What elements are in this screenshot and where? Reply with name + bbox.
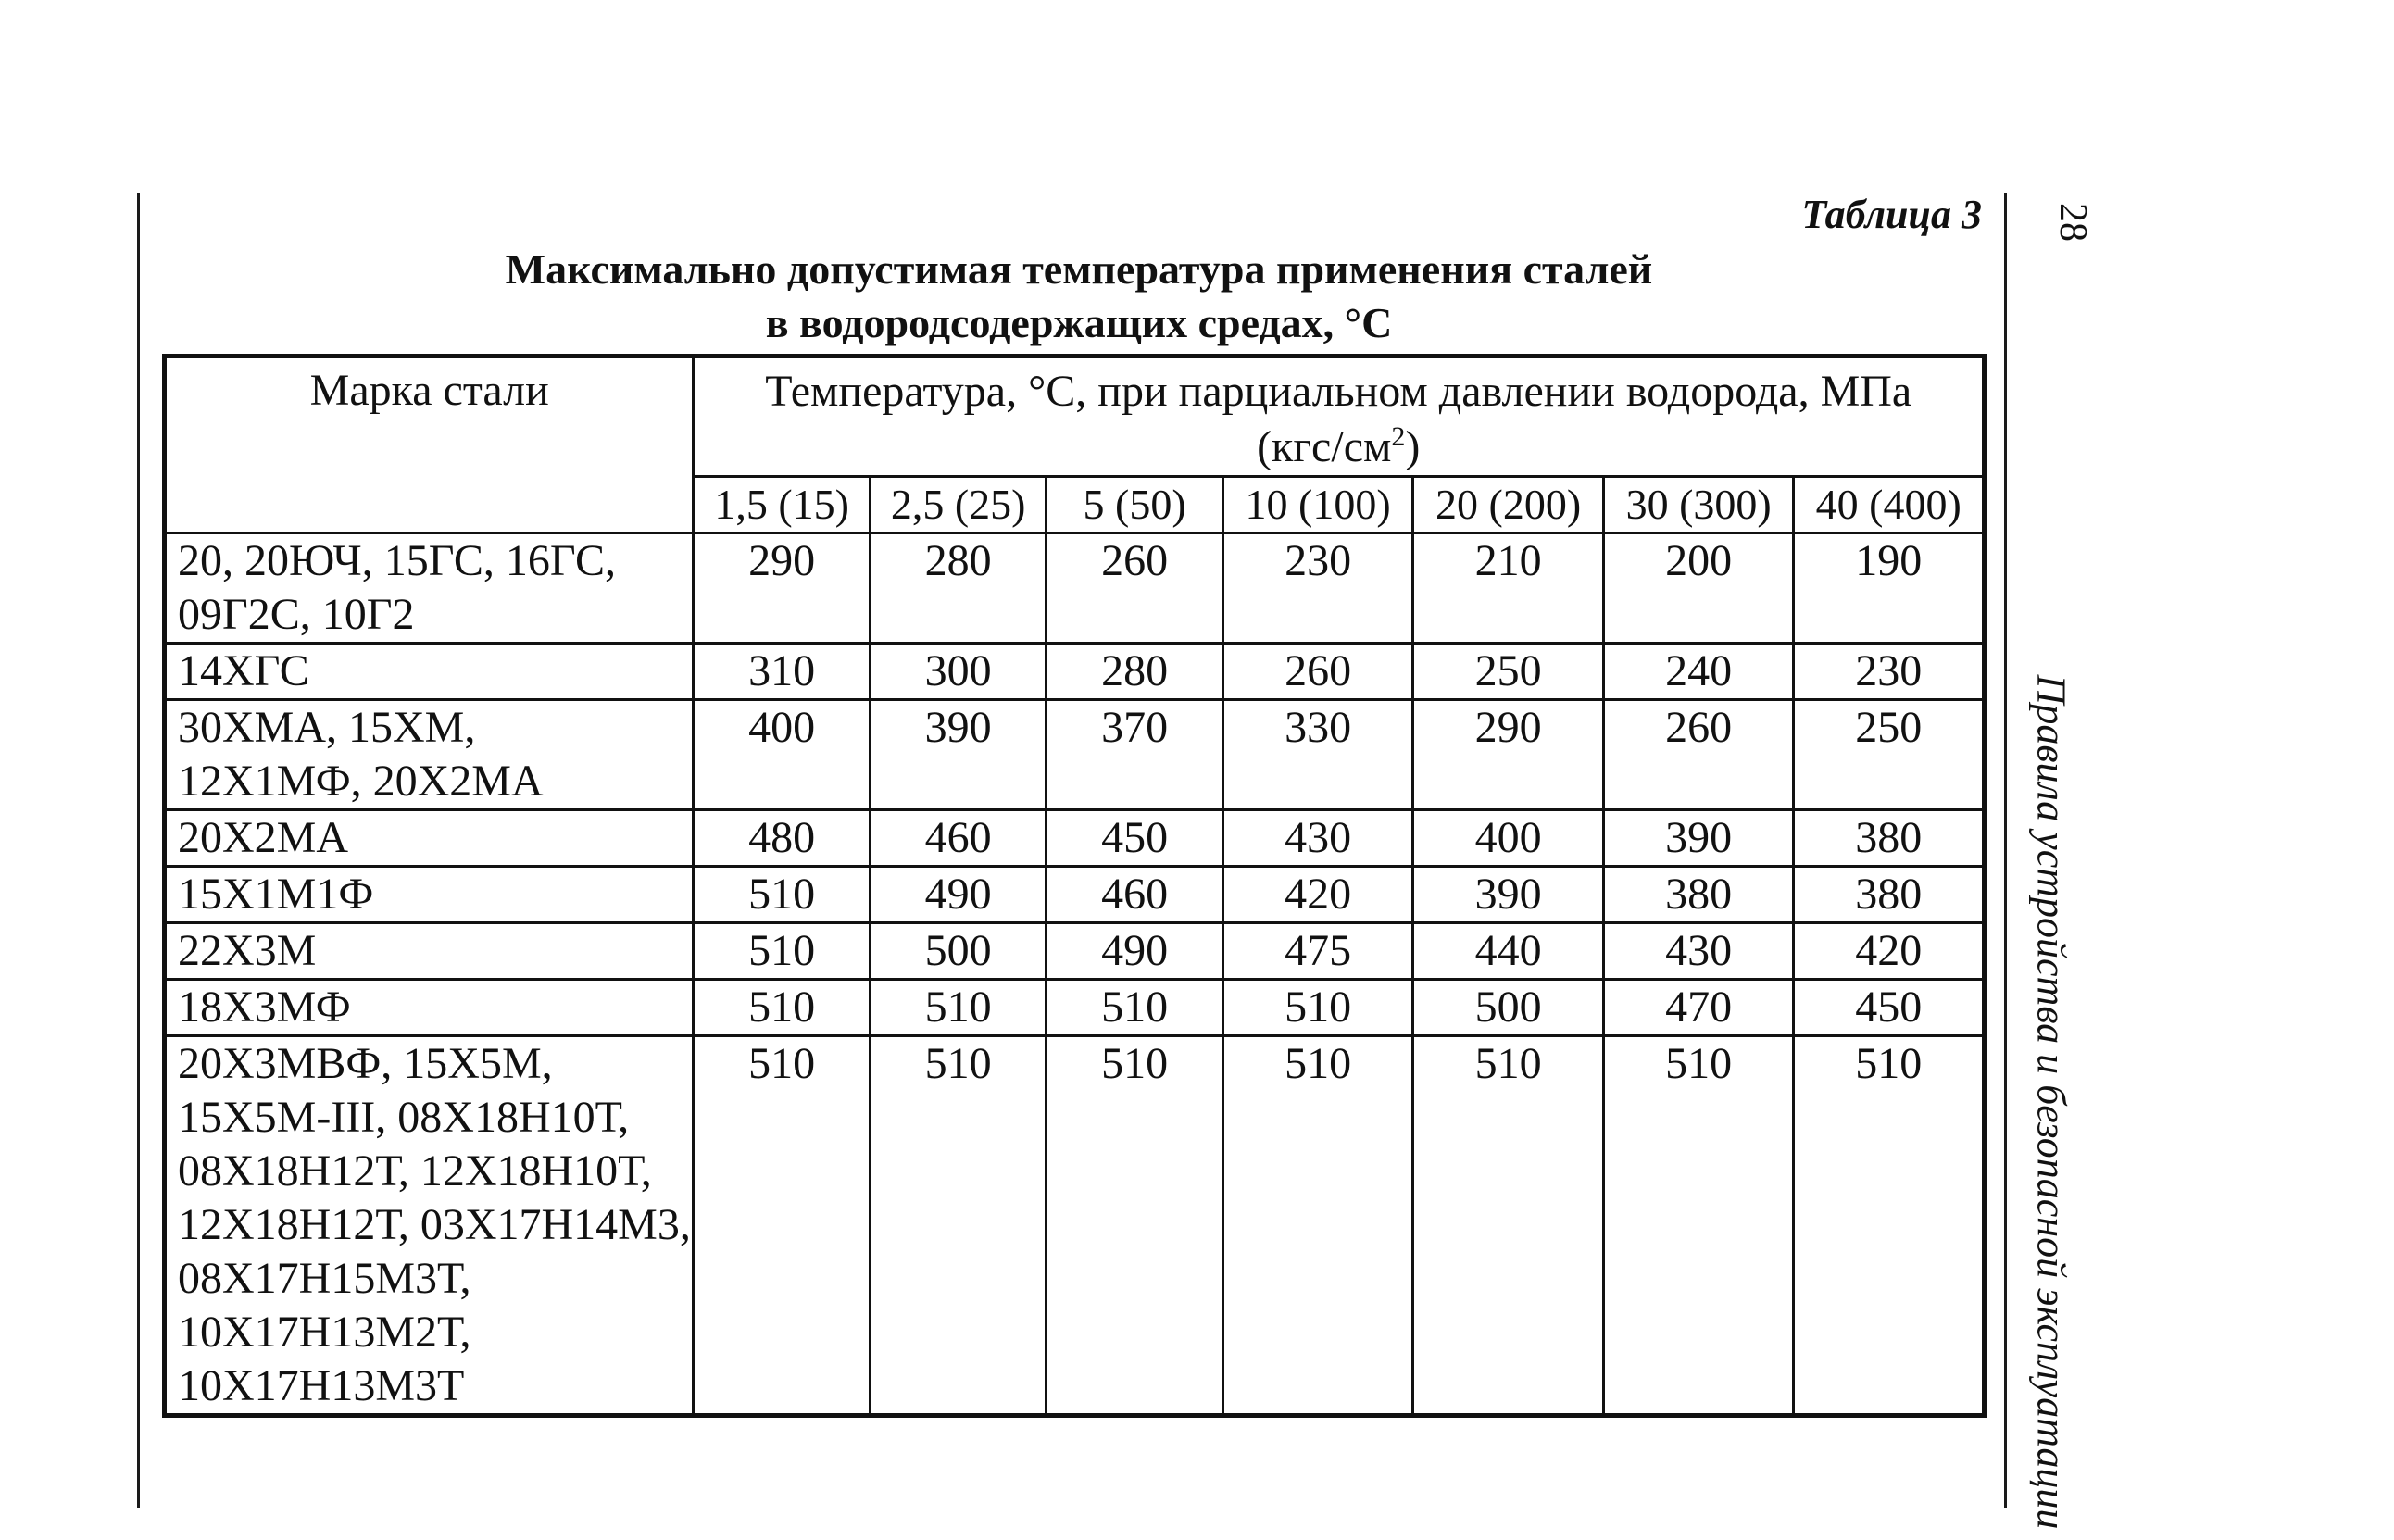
steel-grade-cell: 15Х1М1Ф — [165, 867, 694, 923]
temperature-value-cell: 475 — [1222, 923, 1413, 980]
temperature-value-cell: 510 — [694, 980, 870, 1036]
temperature-value-cell: 500 — [870, 923, 1046, 980]
temperature-value-cell: 260 — [1603, 700, 1794, 810]
temperature-value-cell: 510 — [1794, 1036, 1985, 1416]
temperature-value-cell: 390 — [1603, 810, 1794, 867]
pressure-header-cell: 2,5 (25) — [870, 477, 1046, 533]
temperature-value-cell: 420 — [1794, 923, 1985, 980]
temperature-value-cell: 510 — [870, 1036, 1046, 1416]
temperature-value-cell: 250 — [1413, 644, 1604, 700]
temperature-value-cell: 260 — [1222, 644, 1413, 700]
temperature-value-cell: 510 — [1413, 1036, 1604, 1416]
temperature-value-cell: 510 — [694, 923, 870, 980]
temperature-value-cell: 510 — [1222, 1036, 1413, 1416]
temperature-value-cell: 510 — [870, 980, 1046, 1036]
temperature-value-cell: 510 — [1222, 980, 1413, 1036]
temperature-value-cell: 250 — [1794, 700, 1985, 810]
temperature-value-cell: 210 — [1413, 533, 1604, 644]
pressure-header-cell: 5 (50) — [1047, 477, 1222, 533]
temperature-value-cell: 510 — [694, 867, 870, 923]
title-line-2: в водородсодержащих средах, °С — [765, 299, 1393, 346]
temperature-value-cell: 300 — [870, 644, 1046, 700]
temperature-value-cell: 510 — [1603, 1036, 1794, 1416]
temperature-value-cell: 190 — [1794, 533, 1985, 644]
temperature-value-cell: 450 — [1794, 980, 1985, 1036]
table-row — [165, 700, 1985, 810]
temperature-value-cell: 380 — [1794, 810, 1985, 867]
temperature-value-cell: 420 — [1222, 867, 1413, 923]
pressure-header-cell: 1,5 (15) — [694, 477, 870, 533]
temperature-value-cell: 510 — [694, 1036, 870, 1416]
steel-grade-cell: 20Х3МВФ, 15Х5М, 15Х5М-III, 08Х18Н10Т, 08Х18Н12Т, 12Х18Н10Т, 12Х18Н12Т, 03Х17Н14М3, 08Х17Н15М3Т, 10Х17Н13М2Т, 10Х17Н13М3Т — [165, 1036, 694, 1416]
title-line-1: Максимально допустимая температура применения сталей — [505, 245, 1653, 293]
pressure-header-cell: 30 (300) — [1603, 477, 1794, 533]
temperature-value-cell: 260 — [1047, 533, 1222, 644]
temperature-value-cell: 400 — [1413, 810, 1604, 867]
pressure-header-cell: 20 (200) — [1413, 477, 1604, 533]
temperature-value-cell: 430 — [1603, 923, 1794, 980]
steel-grade-cell: 20Х2МА — [165, 810, 694, 867]
table-label: Таблица 3 — [1801, 192, 1982, 237]
steel-grade-cell: 18Х3МФ — [165, 980, 694, 1036]
table-row — [165, 980, 1985, 1036]
temperature-value-cell: 480 — [694, 810, 870, 867]
temperature-value-cell: 280 — [1047, 644, 1222, 700]
temperature-value-cell: 230 — [1222, 533, 1413, 644]
running-title-text: Правила устройства и безопасной эксплуатации — [2028, 674, 2074, 1530]
temperature-value-cell: 510 — [1047, 1036, 1222, 1416]
temperature-value-cell: 450 — [1047, 810, 1222, 867]
right-margin-rule — [2004, 193, 2007, 1508]
temperature-value-cell: 310 — [694, 644, 870, 700]
temperature-value-cell: 470 — [1603, 980, 1794, 1036]
temperature-value-cell: 460 — [1047, 867, 1222, 923]
temperature-value-cell: 400 — [694, 700, 870, 810]
temperature-value-cell: 380 — [1794, 867, 1985, 923]
temperature-value-cell: 240 — [1603, 644, 1794, 700]
steel-temperature-table — [162, 354, 1987, 1418]
temperature-header-line-1: Температура, °С, при парциальном давлении водорода, МПа — [765, 367, 1912, 416]
temperature-value-cell: 290 — [1413, 700, 1604, 810]
temperature-value-cell: 390 — [1413, 867, 1604, 923]
temperature-value-cell: 200 — [1603, 533, 1794, 644]
table-row — [165, 810, 1985, 867]
left-margin-rule — [137, 193, 140, 1508]
header-row-top — [165, 357, 1985, 477]
temperature-column-header — [694, 357, 1985, 477]
temperature-value-cell: 500 — [1413, 980, 1604, 1036]
temperature-value-cell: 460 — [870, 810, 1046, 867]
table-row — [165, 923, 1985, 980]
temperature-value-cell: 430 — [1222, 810, 1413, 867]
steel-grade-cell: 30ХМА, 15ХМ, 12Х1МФ, 20Х2МА — [165, 700, 694, 810]
temperature-value-cell: 380 — [1603, 867, 1794, 923]
steel-grade-cell: 20, 20ЮЧ, 15ГС, 16ГС, 09Г2С, 10Г2 — [165, 533, 694, 644]
temperature-value-cell: 440 — [1413, 923, 1604, 980]
table-row — [165, 533, 1985, 644]
table-body — [165, 533, 1985, 1416]
pressure-header-cell: 40 (400) — [1794, 477, 1985, 533]
pressure-header-cell: 10 (100) — [1222, 477, 1413, 533]
table-row — [165, 867, 1985, 923]
steel-grade-cell: 14ХГС — [165, 644, 694, 700]
temperature-value-cell: 290 — [694, 533, 870, 644]
temperature-value-cell: 280 — [870, 533, 1046, 644]
temperature-value-cell: 390 — [870, 700, 1046, 810]
table-row — [165, 644, 1985, 700]
temperature-value-cell: 370 — [1047, 700, 1222, 810]
temperature-value-cell: 230 — [1794, 644, 1985, 700]
table-row — [165, 1036, 1985, 1416]
temperature-value-cell: 330 — [1222, 700, 1413, 810]
grade-column-header: Марка стали — [165, 357, 694, 533]
temperature-value-cell: 490 — [1047, 923, 1222, 980]
temperature-value-cell: 490 — [870, 867, 1046, 923]
temperature-value-cell: 510 — [1047, 980, 1222, 1036]
temperature-header-line-2: $(кгс/см^2)$ — [1257, 421, 1421, 471]
table-title — [167, 243, 1991, 350]
steel-grade-cell: 22Х3М — [165, 923, 694, 980]
page-number: 28 — [2051, 203, 2094, 242]
